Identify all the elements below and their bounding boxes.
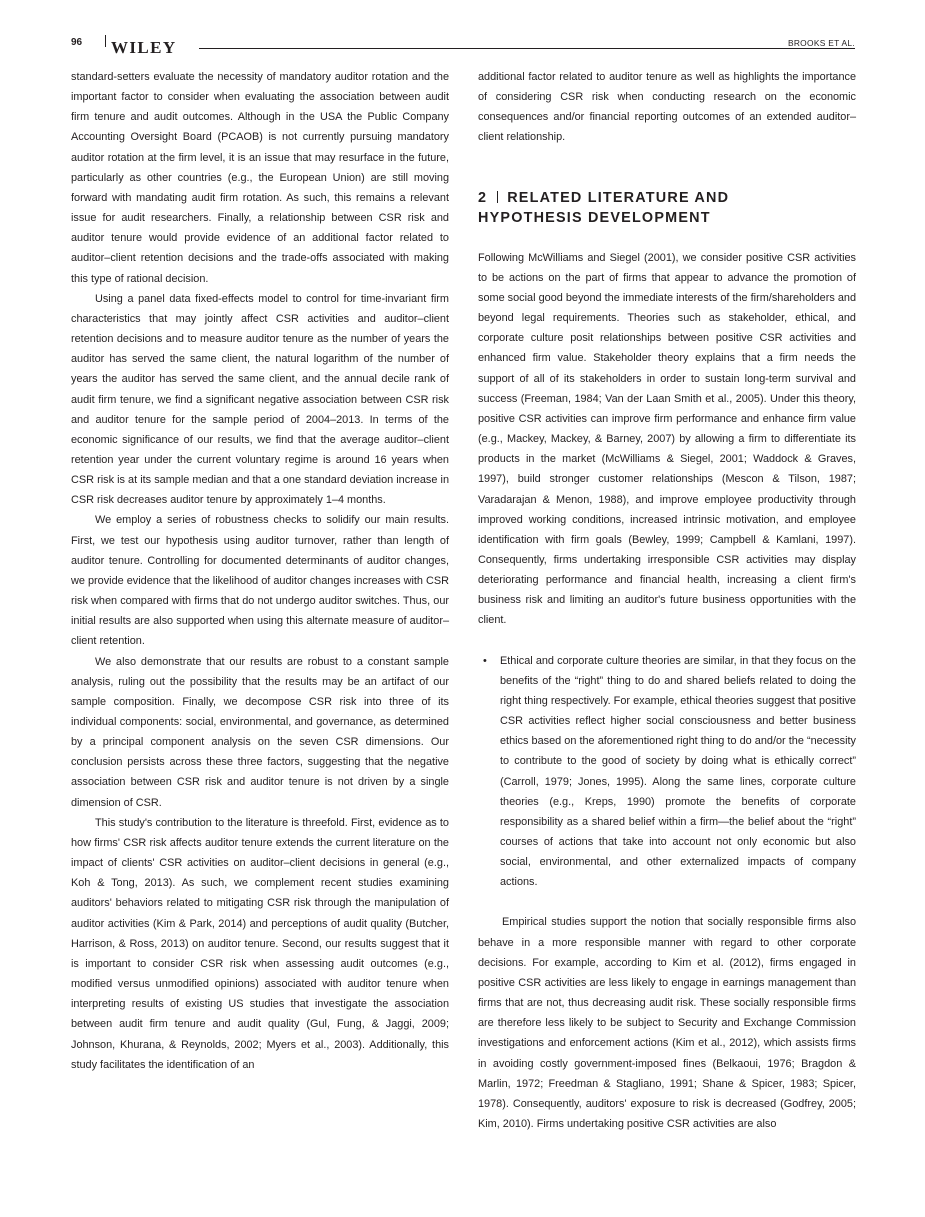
paragraph: We employ a series of robustness checks to solidify our main results. First, we test our hypothesis using auditor turnover, rather than length of auditor tenure. Controlling for documented determinants of auditor changes, we provide evidence that the likelihood of auditor changes increases with CSR risk when compared with firms that do not undergo auditor switches. Thus, our initial results are also supported when using this alternate measure of auditor–client retention. <box>71 514 449 648</box>
section-title-line1: RELATED LITERATURE AND <box>507 189 730 206</box>
paragraph: This study's contribution to the literature is threefold. First, evidence as to how firms' CSR risk affects auditor tenure extends the current literature on the impact of clients' CSR activities on auditor–client decisions in general (e.g., Koh & Tong, 2013). As such, we complement recent studies examining auditors' behaviors related to mitigating CSR risk through the manipulation of auditor activities (Kim & Park, 2014) and perceptions of audit quality (Butcher, Harrison, & Ross, 2013) on auditor tenure. Second, our results suggest that it is important to consider CSR risk when assessing audit outcomes (e.g., modified versus unmodified opinions) associated with auditor tenure when interpreting results of existing US studies that investigate the association between audit firm tenure and audit quality (Gul, Fung, & Jaggi, 2009; Johnson, Khurana, & Reynolds, 2002; Myers et al., 2003). Additionally, this study facilitates the identification of an <box>71 816 449 1071</box>
running-head: BROOKS ET AL. <box>787 38 855 48</box>
spacer <box>478 148 856 188</box>
spacer <box>478 228 856 248</box>
page-number: 96 <box>71 37 83 48</box>
paragraph: Following McWilliams and Siegel (2001), we consider positive CSR activities to be actions on the part of firms that appear to advance the promotion of some social good beyond the immediate interests of the firm/shareholders and beyond legal requirements. Theories such as stakeholder, ethical, and corporate culture posit relationships between positive CSR activities and enhanced firm value. Stakeholder theory explains that a firm needs the support of all of its stakeholders in order to sustain long-term survival and success (Freeman, 1984; Van der Laan Smith et al., 2005). Under this theory, positive CSR activities can improve firm performance and enhance firm value (e.g., Mackey, Mackey, & Barney, 2007) by allowing a firm to differentiate its products in the market (McWilliams & Siegel, 2001; Waddock & Graves, 1997), build stronger customer relationships (Mescon & Tilson, 1987; Varadarajan & Menon, 1988), and improve employee productivity through improved working conditions, increased intrinsic motivation, and employee identification with firm goals (Bewley, 1999; Campbell & Kamlani, 1997). Consequently, firms undertaking irresponsible CSR activities may display deteriorating performance and financial health, increasing a client firm's business risk and limiting an auditor's future business opportunities with the client. <box>478 251 856 627</box>
section-number: 2 <box>478 189 488 206</box>
section-title-line2: HYPOTHESIS DEVELOPMENT <box>478 209 711 226</box>
bullet-icon: • <box>483 654 487 667</box>
paragraph: additional factor related to auditor tenure as well as highlights the importance of considering CSR risk when conducting research on the economic consequences and/or financial reporting outcomes of an extended auditor–client relationship. <box>478 71 856 144</box>
list-item <box>478 651 856 893</box>
left-column <box>71 67 449 1075</box>
spacer <box>478 631 856 651</box>
bullet-list <box>478 651 856 893</box>
list-item-text: Ethical and corporate culture theories are similar, in that they focus on the benefits of the “right” thing to do and shared beliefs related to doing the right thing respectively. For example, ethical theories suggest that positive CSR activities reflect higher social consciousness and better business ethics based on the aforementioned right thing to do and/or the “necessity to contribute to the good of society by doing what is ethically correct” (Carroll, 1979; Jones, 1995). Along the same lines, corporate culture theories (e.g., Kreps, 1990) promote the benefits of corporate responsibility as a shared belief within a firm—the belief about the “right” courses of actions that take into account not only economic but also social, environmental, and other externalized impacts of company actions. <box>500 654 856 889</box>
header-rule <box>199 48 855 49</box>
spacer <box>478 892 856 912</box>
paragraph: standard-setters evaluate the necessity of mandatory auditor rotation and the important factor to consider when evaluating the association between audit firm tenure and audit outcomes. Although in the USA the Public Company Accounting Oversight Board (PCAOB) is not currently pursuing mandatory auditor rotation at the firm level, it is an issue that may resurface in the future, particularly as other countries (e.g., the European Union) are still moving forward with mandating audit firm rotation. As such, this remains a relevant issue for audit researchers. Finally, a relationship between CSR risk and auditor tenure would provide evidence of an additional factor related to auditor–client retention decisions and the trade-offs associated with making this type of rational decision. <box>71 71 449 285</box>
page-header <box>71 34 855 56</box>
section-heading <box>478 188 856 228</box>
right-column <box>478 67 856 1134</box>
header-divider <box>105 35 106 47</box>
publisher-logo: WILEY <box>111 38 177 57</box>
heading-divider <box>497 191 498 203</box>
paragraph: Empirical studies support the notion that socially responsible firms also behave in a more responsible manner with regard to other corporate decisions. For example, according to Kim et al. (2012), firms engaged in positive CSR activities are less likely to engage in earnings management than firms that are not, thus decreasing audit risk. These socially responsible firms are therefore less likely to be subject to Security and Exchange Commission investigations and enforcement actions (Kim et al., 2012), which assists firms in avoiding costly government-imposed fines (Belkaoui, 1976; Bragdon & Marlin, 1972; Freedman & Stagliano, 1991; Shane & Spicer, 1983; Spicer, 1978). Consequently, auditors' exposure to risk is decreased (Godfrey, 2005; Kim, 2010). Firms undertaking positive CSR activities are also <box>478 916 856 1131</box>
paragraph: Using a panel data fixed-effects model to control for time-invariant firm characteristics that may jointly affect CSR activities and auditor–client retention decisions and to measure auditor tenure as the number of years the auditor has served the same client, the natural logarithm of the number of years the auditor has served the same client, and the annual decile rank of audit firm tenure, we find a significant negative association between CSR risk and auditor tenure for the sample period of 2004–2013. In terms of the economic significance of our results, we find that the average auditor–client retention year under the current voluntary regime is around 16 years when CSR risk is at its sample median and that a one standard deviation increase in CSR risk decreases auditor tenure by approximately 1–4 months. <box>71 292 449 507</box>
paragraph: We also demonstrate that our results are robust to a constant sample analysis, ruling out the possibility that the results may be an artifact of our sample composition. Finally, we decompose CSR risk into three of its individual components: social, environmental, and governance, as determined by a principal component analysis on the seven CSR dimensions. Our conclusion persists across these three factors, suggesting that the negative association between CSR risk and auditor tenure is not driven by a single dimension of CSR. <box>71 655 449 809</box>
